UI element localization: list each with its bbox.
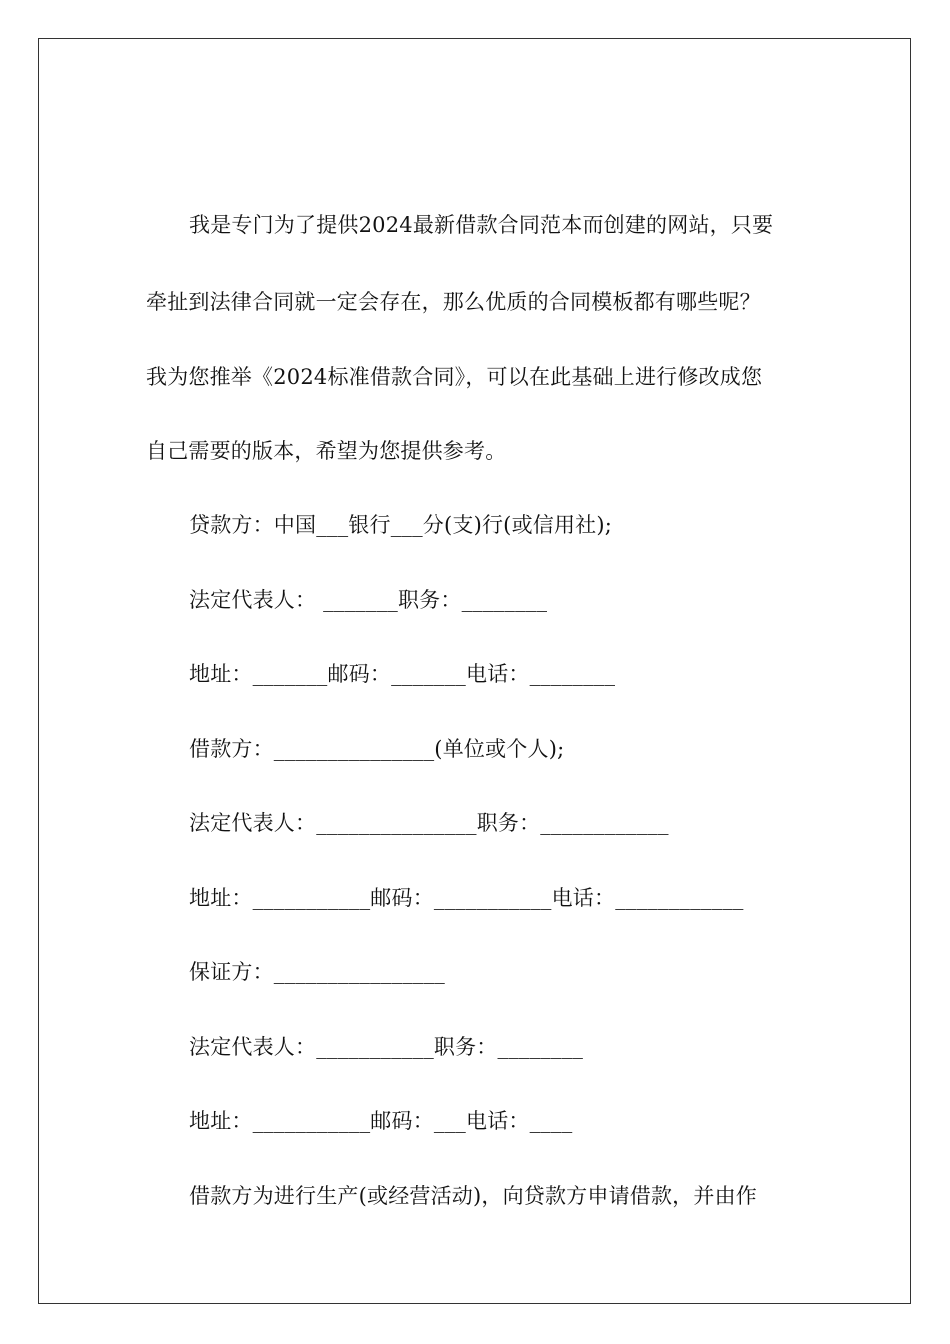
intro-line-3: 我为您推举《2024标准借款合同》，可以在此基础上进行修改成您 — [146, 365, 763, 389]
guarantor-representative-line: 法定代表人：___________职务：________ — [189, 1035, 584, 1059]
intro-line-1: 我是专门为了提供2024最新借款合同范本而创建的网站，只要 — [189, 213, 774, 237]
lender-address-line: 地址：_______邮码：_______电话：________ — [189, 662, 616, 686]
body-paragraph-line: 借款方为进行生产(或经营活动)，向贷款方申请借款，并由作 — [189, 1184, 757, 1208]
lender-representative-line: 法定代表人： _______职务：________ — [189, 588, 548, 612]
borrower-line: 借款方：_______________(单位或个人); — [189, 737, 565, 761]
lender-line: 贷款方：中国___银行___分(支)行(或信用社); — [189, 513, 613, 537]
borrower-representative-line: 法定代表人：_______________职务：____________ — [189, 811, 669, 835]
guarantor-address-line: 地址：___________邮码：___电话：____ — [189, 1109, 573, 1133]
borrower-address-line: 地址：___________邮码：___________电话：____________ — [189, 886, 744, 910]
guarantor-line: 保证方：________________ — [189, 960, 445, 984]
intro-line-2: 牵扯到法律合同就一定会存在，那么优质的合同模板都有哪些呢？ — [146, 290, 761, 314]
intro-line-4: 自己需要的版本，希望为您提供参考。 — [146, 439, 507, 463]
